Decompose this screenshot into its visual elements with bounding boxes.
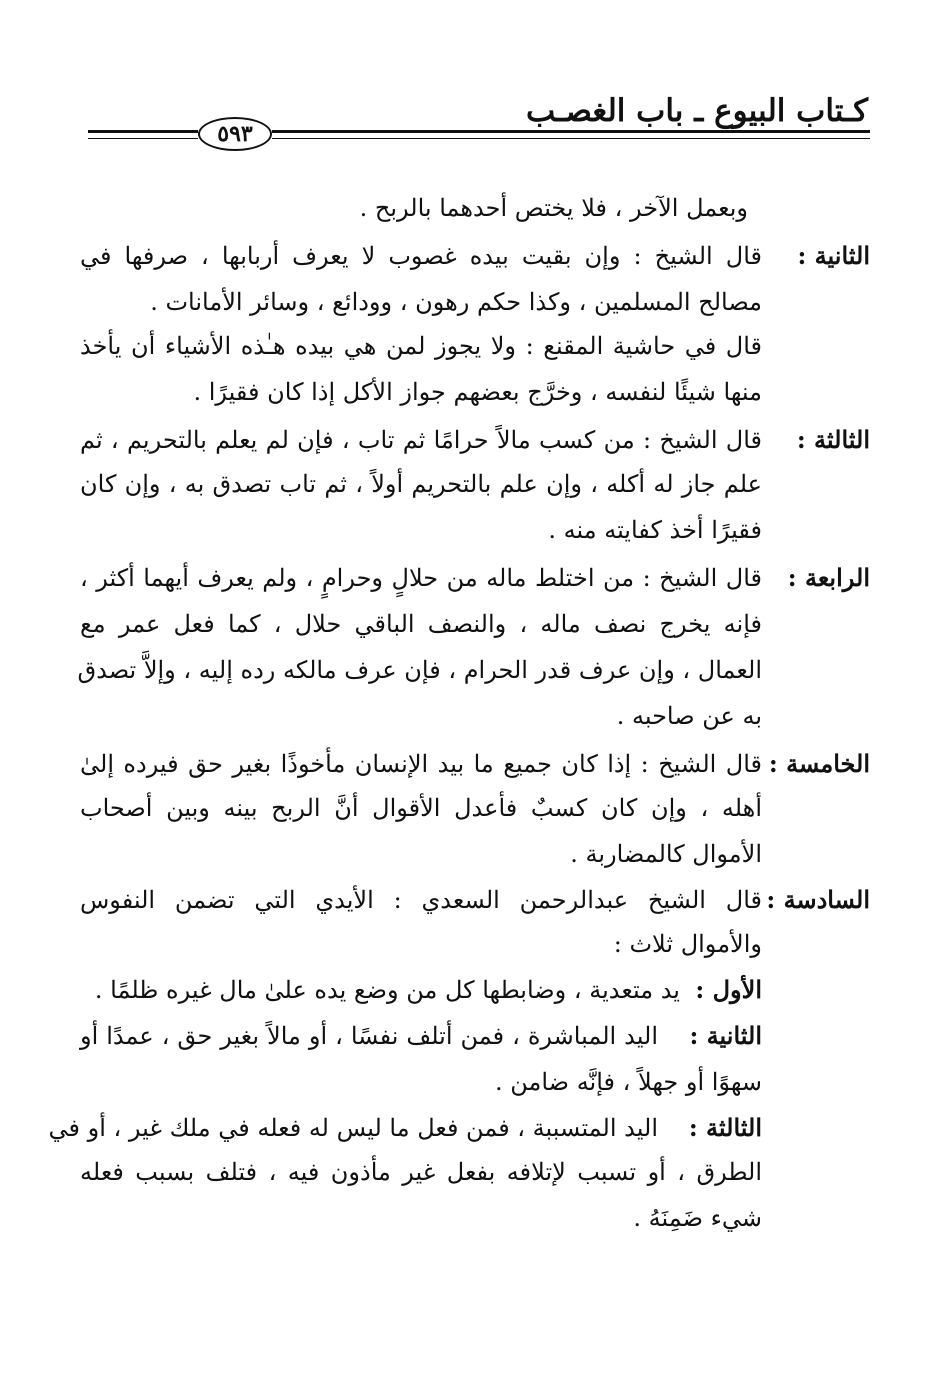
text-line: وبعمل الآخر ، فلا يختص أحدهما بالربح . [359,194,748,222]
text-line: اليد المتسببة ، فمن فعل ما ليس له فعله في ملك غير ، أو في [48,1114,658,1142]
text-line: الأموال كالمضاربة . [570,840,762,868]
text-line: قال الشيخ : من اختلط ماله من حلالٍ وحرامٍ ، ولم يعرف أيهما أكثر ، [80,564,762,592]
text-line: منها شيئًا لنفسه ، وخرَّج بعضهم جواز الأكل إذا كان فقيرًا . [193,378,762,406]
text-line: به عن صاحبه . [616,702,762,730]
section-label: الرابعة : [787,563,870,592]
header-rule [272,130,870,133]
subsection-label: الأول : [695,975,762,1004]
text-line: قال في حاشية المقنع : ولا يجوز لمن هي بيده هـٰذه الأشياء أن يأخذ [80,332,762,360]
text-line: قال الشيخ : من كسب مالاً حرامًا ثم تاب ، فإن لم يعلم بالتحريم ، ثم [80,426,762,454]
text-line: فإنه يخرج نصف ماله ، والنصف الباقي حلال ، كما فعل عمر مع [80,610,762,638]
text-line: سهوًا أو جهلاً ، فإنَّه ضامن . [494,1068,762,1096]
subsection-label: الثانية : [689,1021,762,1050]
text-line: قال الشيخ : إذا كان جميع ما بيد الإنسان مأخوذًا بغير حق فيرده إلىٰ [80,750,762,778]
page-number: ٥٩٣ [198,117,272,151]
section-label: الثانية : [797,241,870,270]
text-line: علم جاز له أكله ، وإن علم بالتحريم أولاً ، ثم تاب تصدق به ، وإن كان [80,470,762,498]
text-line: يد متعدية ، وضابطها كل من وضع يده علىٰ مال غيره ظلمًا . [94,976,680,1004]
header-rule [272,138,870,139]
text-line: قال الشيخ : وإن بقيت بيده غصوب لا يعرف أربابها ، صرفها في [80,242,762,270]
text-line: اليد المباشرة ، فمن أتلف نفسًا ، أو مالاً بغير حق ، عمدًا أو [80,1022,658,1050]
subsection-label: الثالثة : [688,1113,762,1142]
text-line: والأموال ثلاث : [613,930,762,958]
text-line: أهله ، وإن كان كسبٌ فأعدل الأقوال أنَّ الربح بينه وبين أصحاب [80,794,762,822]
header-rule [88,138,198,139]
text-line: قال الشيخ عبدالرحمن السعدي : الأيدي التي تضمن النفوس [80,886,762,914]
text-line: فقيرًا أخذ كفايته منه . [548,516,762,544]
text-line: شيء ضَمِنَهُ . [633,1204,762,1232]
text-line: الطرق ، أو تسبب لإتلافه بفعل غير مأذون فيه ، فتلف بسبب فعله [80,1158,762,1186]
section-label: الثالثة : [796,425,870,454]
section-label: الخامسة : [768,749,870,778]
section-label: السادسة : [766,885,870,914]
text-line: العمال ، وإن عرف قدر الحرام ، فإن عرف مالكه رده إليه ، وإلاَّ تصدق [77,656,762,684]
running-header-title: كـتاب البيوع ـ باب الغصـب [525,93,868,129]
header-rule [88,130,198,133]
text-line: مصالح المسلمين ، وكذا حكم رهون ، وودائع ، وسائر الأمانات . [150,288,762,316]
